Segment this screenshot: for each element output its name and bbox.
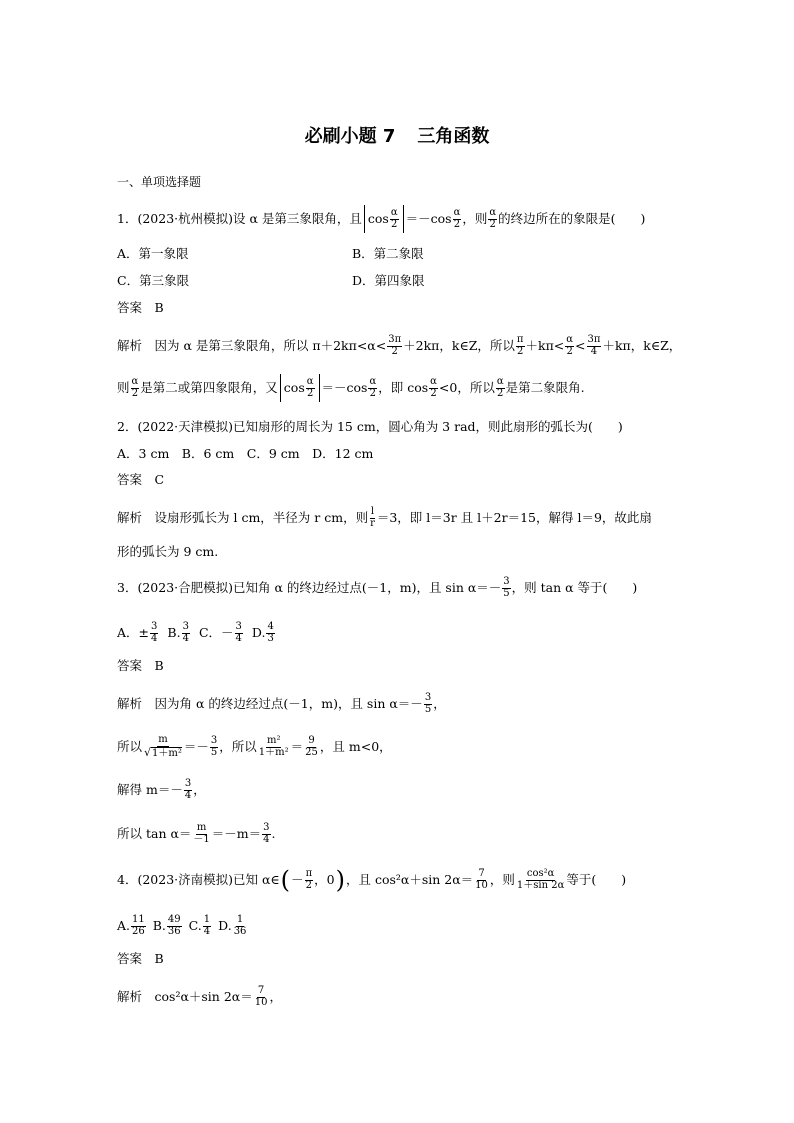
q1-sol2-frac1: $\frac{\alpha}{2}$ [131, 376, 139, 399]
q1-sol1-a: 解析 因为 α 是第三象限角，所以 π＋2kπ<α< [117, 338, 387, 353]
q2-stem: 2．(2022·天津模拟)已知扇形的周长为 15 cm，圆心角为 3 rad，则此扇形的弧长为( ) [117, 419, 623, 434]
q3-s2-frac4: $\frac{9}{25}$ [305, 735, 318, 758]
q1-cos: cos [367, 211, 389, 226]
q1-sol-frac1: $\frac{3\pi}{2}$ [388, 334, 402, 357]
q3-solution-line4 [117, 820, 276, 848]
q2-solution-line1 [117, 504, 652, 532]
q1-option-c: C．第三象限 [117, 273, 190, 288]
q3-option-d: D. [251, 625, 266, 640]
q4-int-frac: $\frac{\pi}{2}$ [305, 868, 313, 891]
q4-stem-a: 4．(2023·济南模拟)已知 α∈ [117, 872, 280, 887]
q4-sol-frac: $\frac{7}{10}$ [254, 985, 268, 1008]
q1-frac-2: $\frac{\alpha}{2}$ [453, 207, 461, 230]
q4-stem-c: ，则 [489, 872, 515, 887]
q3-stem [117, 574, 637, 602]
q4-sol-a: 解析 cos²α＋sin 2α＝ [117, 989, 253, 1004]
q1-sol1-e: ＋kπ，k∈Z， [602, 338, 682, 353]
q3-s3-a: 解得 m＝－ [117, 782, 183, 797]
q1-stem-d: 的终边所在的象限是( ) [498, 211, 646, 226]
q4-stem [117, 866, 626, 894]
q4-oc-frac: $\frac{1}{4}$ [203, 914, 211, 937]
q4-stem-frac2: $\frac{\text{cos²α}}{1+\sin 2\alpha}$ [516, 868, 565, 891]
q1-sol2-frac4: $\frac{\alpha}{2}$ [430, 376, 437, 399]
q1-sol-frac4: $\frac{3\pi}{4}$ [587, 334, 601, 357]
q4-int-a: － [291, 872, 304, 887]
q3-s1-b: ， [433, 696, 446, 711]
q1-solution-line2 [117, 374, 585, 402]
q3-ob-frac: $\frac{3}{4}$ [182, 621, 189, 644]
q3-s3-frac: $\frac{3}{4}$ [184, 778, 192, 801]
q1-abs-expr [364, 205, 404, 233]
q4-sol-b: ， [269, 989, 282, 1004]
q4-stem-d: 等于( ) [566, 872, 627, 887]
q1-stem [117, 205, 645, 233]
q1-sol-frac2: $\frac{\pi}{2}$ [516, 334, 524, 357]
q1-frac: $\frac{\alpha}{2}$ [390, 207, 398, 230]
q1-stem-c: ，则 [462, 211, 488, 226]
q3-option-c: C．－ [198, 625, 234, 640]
q1-sol2-d: ，即 cos [378, 380, 429, 395]
q1-sol2-abs [280, 374, 320, 402]
page-title [0, 128, 794, 146]
q4-stem-b: ，且 cos²α＋sin 2α＝ [345, 872, 474, 887]
q1-stem-b: ＝－cos [405, 211, 452, 226]
q3-s2-a: 所以 [117, 739, 143, 754]
q3-s4-frac1: $\frac{m}{-1}$ [193, 822, 210, 845]
q1-stem-text: 1．(2023·杭州模拟)设 α 是第三象限角，且 [117, 211, 362, 226]
q4-close-paren: ) [335, 866, 345, 894]
q4-od-frac: $\frac{1}{36}$ [233, 914, 247, 937]
q1-solution-line1 [117, 332, 681, 360]
q2-answer: 答案 C [117, 472, 165, 487]
q3-oa-frac: $\frac{3}{4}$ [151, 621, 158, 644]
q3-s2-b: ＝－ [183, 739, 209, 754]
q1-sol1-b: ＋2kπ，k∈Z，所以 [403, 338, 515, 353]
q4-option-d: D. [218, 918, 232, 933]
q3-stem-a: 3．(2023·合肥模拟)已知角 α 的终边经过点(－1，m)，且 sin α＝－ [117, 580, 502, 595]
q1-sol2-e: <0，所以 [438, 380, 495, 395]
q4-int-b: ，0 [314, 872, 335, 887]
q1-option-d: D．第四象限 [352, 273, 425, 288]
q4-option-b: B. [152, 918, 166, 933]
q3-s2-frac2: $\frac{3}{5}$ [210, 735, 218, 758]
q3-s4-a: 所以 tan α＝ [117, 826, 192, 841]
q1-sol2-frac3: $\frac{\alpha}{2}$ [369, 376, 377, 399]
q1-frac-3: $\frac{\alpha}{2}$ [489, 207, 497, 230]
q3-solution-line2 [117, 733, 392, 761]
q3-solution-line1 [117, 690, 446, 718]
q3-answer: 答案 B [117, 658, 164, 673]
q3-od-frac: $\frac{4}{3}$ [267, 621, 274, 644]
q1-sol2-b: 是第二或第四象限角，又 [140, 380, 278, 395]
q1-option-b: B．第二象限 [352, 246, 424, 261]
q3-s2-c: ，所以 [219, 739, 257, 754]
q3-solution-line3 [117, 776, 206, 804]
q3-option-a: A．± [117, 625, 150, 640]
q1-sol-frac3: $\frac{\alpha}{2}$ [566, 334, 574, 357]
q2-options: A．3 cm B．6 cm C．9 cm D．12 cm [117, 446, 374, 461]
q4-solution-line1 [117, 983, 282, 1011]
q3-stem-b: ，则 tan α 等于( ) [511, 580, 638, 595]
q4-option-c: C. [188, 918, 202, 933]
q3-s2-e: ，且 m<0， [319, 739, 392, 754]
q1-sol2-cos: cos [283, 380, 305, 395]
q4-answer: 答案 B [117, 951, 164, 966]
q4-stem-frac1: $\frac{7}{10}$ [475, 868, 488, 891]
title-main: 必刷小题 7 [304, 126, 396, 147]
q3-s2-frac1: $\frac{m}{\text{√1＋m²}}$ [144, 734, 182, 759]
q1-sol2-f: 是第二象限角. [505, 380, 585, 395]
q3-s4-frac2: $\frac{3}{4}$ [263, 822, 270, 845]
q3-s1-a: 解析 因为角 α 的终边经过点(－1，m)，且 sin α＝－ [117, 696, 423, 711]
title-subject: 三角函数 [417, 126, 490, 147]
q4-open-paren: ( [280, 866, 291, 894]
q4-ob-frac: $\frac{49}{36}$ [167, 914, 181, 937]
q3-s2-frac3: $\frac{\text{m²}}{\text{1＋m²}}$ [258, 735, 289, 758]
q4-options [117, 912, 248, 940]
q4-option-a: A. [117, 918, 131, 933]
q4-oa-frac: $\frac{11}{26}$ [132, 914, 145, 937]
q1-sol2-frac5: $\frac{\alpha}{2}$ [496, 376, 504, 399]
q3-s2-d: ＝ [290, 739, 304, 754]
q3-s3-b: ， [193, 782, 206, 797]
q1-sol2-c: ＝－cos [321, 380, 368, 395]
q3-option-b: B. [167, 625, 181, 640]
q2-solution-line2: 形的弧长为 9 cm. [117, 544, 219, 559]
q1-sol1-c: ＋kπ< [525, 338, 565, 353]
q2-sol1-b: ＝3，即 l＝3r 且 l＋2r＝15，解得 l＝9，故此扇 [376, 510, 652, 525]
q1-sol1-d: < [575, 338, 586, 353]
q1-sol2-frac2: $\frac{\alpha}{2}$ [306, 376, 314, 399]
q3-oc-frac: $\frac{3}{4}$ [235, 621, 242, 644]
q3-s1-frac: $\frac{3}{5}$ [424, 692, 432, 715]
q3-s4-b: ＝－m＝ [211, 826, 262, 841]
q1-option-a: A．第一象限 [117, 246, 189, 261]
section-heading: 一、单项选择题 [117, 175, 202, 189]
q3-options [117, 619, 276, 647]
q3-stem-frac: $\frac{3}{5}$ [503, 576, 510, 599]
q2-sol1-a: 解析 设扇形弧长为 l cm，半径为 r cm，则 [117, 510, 369, 525]
q2-sol-frac: $\frac{l}{r}$ [370, 506, 375, 529]
q1-sol2-a: 则 [117, 380, 130, 395]
q3-s4-c: . [271, 826, 276, 841]
q1-answer: 答案 B [117, 300, 164, 315]
